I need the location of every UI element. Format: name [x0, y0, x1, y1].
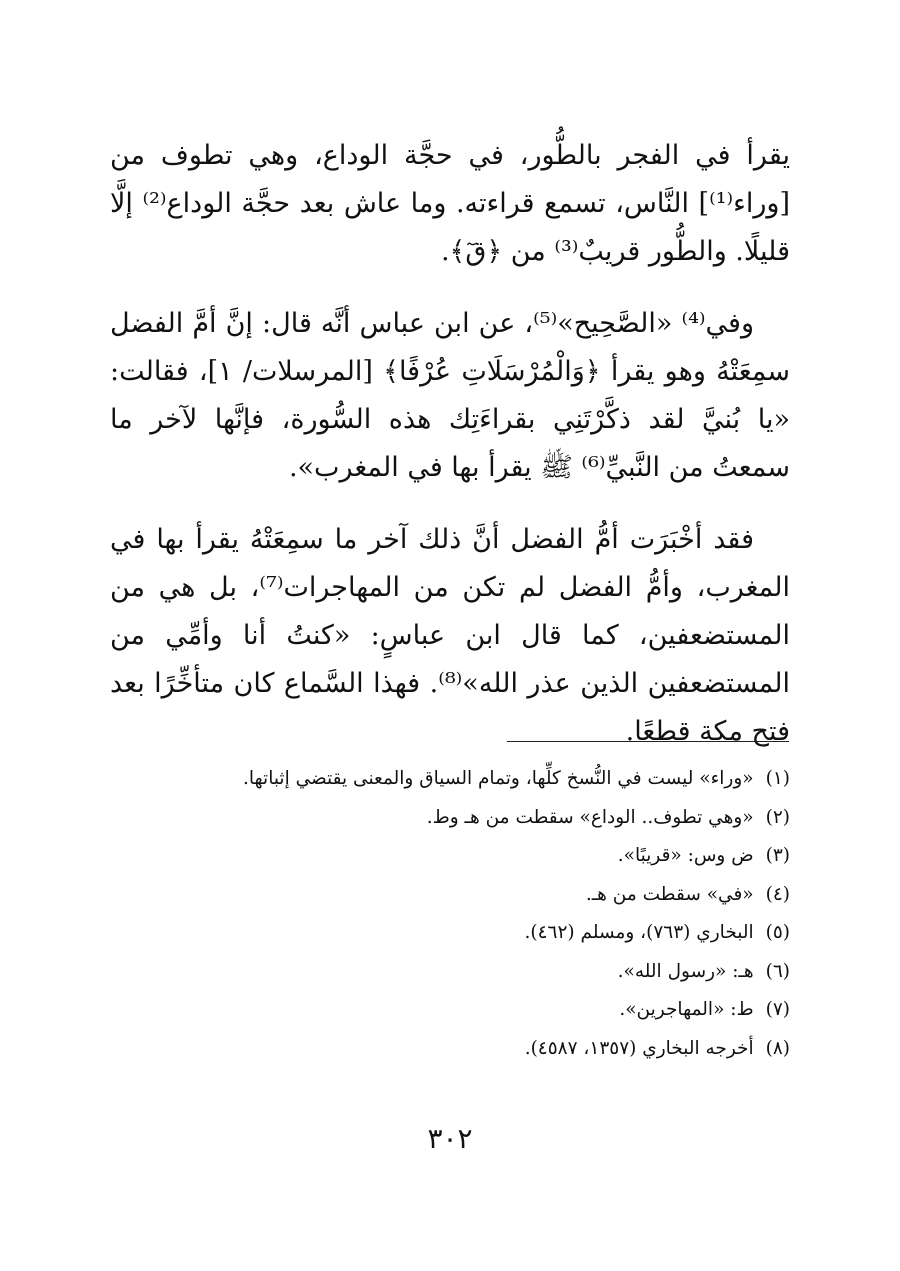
- footnote-text: ض وس: «قريبًا».: [617, 845, 754, 866]
- footnote-3: [110, 837, 790, 876]
- footnote-number: (٥): [765, 922, 790, 943]
- footnote-4: [110, 876, 790, 915]
- paragraph-2: وفي⁽⁴⁾ «الصَّحِيح»⁽⁵⁾، عن ابن عباس أنَّه قال: إنَّ أمَّ الفضل سمِعَتْهُ وهو يقرأ ﴿وَالْمُرْسَلَاتِ عُرْفًا﴾ [المرسلات/ ١]، فقالت: «يا بُنيَّ لقد ذكَّرْتَنِي بقراءَتِك هذه السُّورة، فإنَّها لآخر ما سمعتُ من النَّبيِّ⁽⁶⁾ ﷺ يقرأ بها في المغرب».: [110, 308, 790, 483]
- footnote-text: البخاري (٧٦٣)، ومسلم (٤٦٢).: [524, 922, 754, 943]
- footnote-divider: [507, 741, 789, 742]
- footnote-number: (٦): [765, 960, 790, 982]
- footnote-2: [110, 799, 790, 838]
- footnotes-list: [110, 760, 790, 1068]
- paragraph-1: يقرأ في الفجر بالطُّور، في حجَّة الوداع، وهي تطوف من [وراء⁽¹⁾] النَّاس، تسمع قراءته. وما عاش بعد حجَّة الوداع⁽²⁾ إلَّا قليلًا. والطُّور قريبٌ⁽³⁾ من ﴿قٓ﴾.: [110, 140, 790, 267]
- footnote-text: أخرجه البخاري (١٣٥٧، ٤٥٨٧).: [524, 1037, 754, 1059]
- footnote-number: (٧): [765, 999, 790, 1020]
- footnote-6: [110, 953, 790, 992]
- footnote-text: «وهي تطوف.. الوداع» سقطت من هـ وط.: [426, 806, 754, 828]
- footnote-number: (١): [765, 768, 790, 789]
- footnote-number: (٢): [765, 806, 790, 828]
- footnote-text: «وراء» ليست في النُّسخ كلِّها، وتمام السياق والمعنى يقتضي إثباتها.: [243, 768, 754, 789]
- footnote-1: [110, 760, 790, 799]
- main-text: [110, 132, 790, 780]
- footnote-7: [110, 991, 790, 1030]
- page-number: ٣٠٢: [427, 1122, 473, 1155]
- paragraph-3: فقد أخْبَرَت أمُّ الفضل أنَّ ذلك آخر ما سمِعَتْهُ يقرأ بها في المغرب، وأمُّ الفضل لم تكن من المهاجرات⁽⁷⁾، بل هي من المستضعفين، كما قال ابن عباسٍ: «كنتُ أنا وأمِّي من المستضعفين الذين عذر الله»⁽⁸⁾. فهذا السَّماع كان متأخِّرًا بعد فتح مكة قطعًا.: [110, 524, 790, 747]
- footnote-number: (٣): [765, 845, 790, 866]
- footnote-text: هـ: «رسول الله».: [617, 960, 754, 982]
- footnote-text: «في» سقطت من هـ.: [585, 883, 754, 905]
- footnote-8: [110, 1030, 790, 1069]
- footnote-number: (٨): [765, 1037, 790, 1059]
- footnote-5: [110, 914, 790, 953]
- footnote-text: ط: «المهاجرين».: [619, 999, 754, 1020]
- footnote-number: (٤): [765, 883, 790, 905]
